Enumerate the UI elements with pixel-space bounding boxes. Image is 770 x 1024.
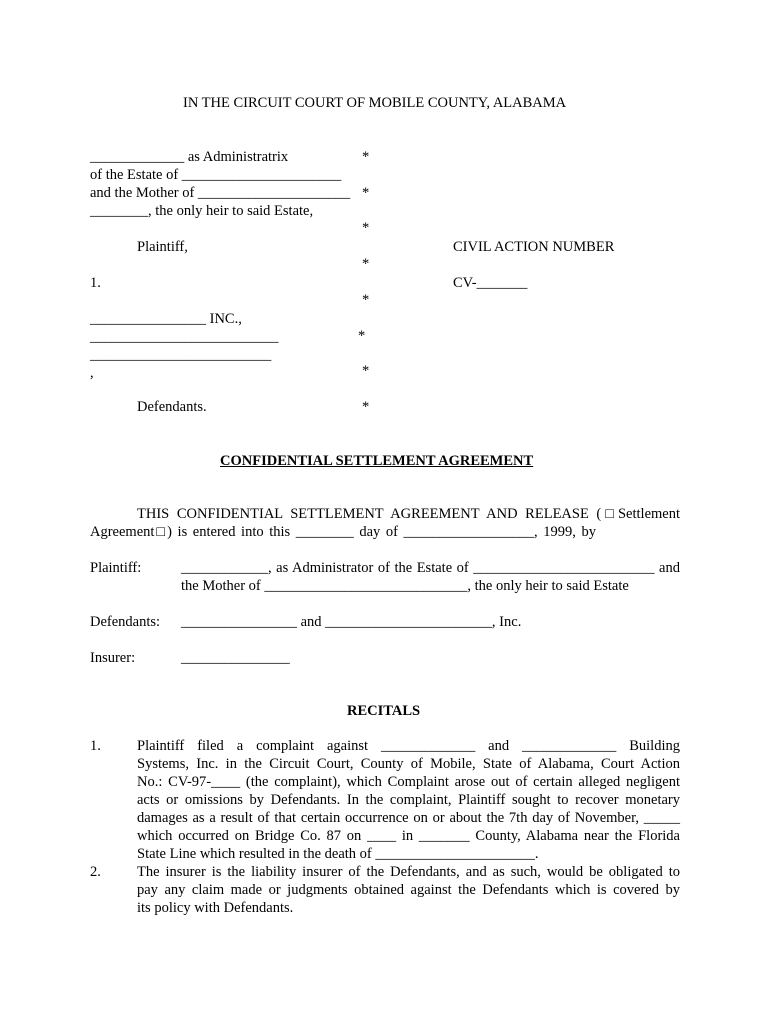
caption-line-blank-1: __________________________ [90,329,279,345]
recitals-heading: RECITALS [347,703,421,719]
caption-line-inc: ________________ INC., [90,311,242,327]
insurer-label: Insurer: [90,650,136,666]
caption-plaintiff-label: Plaintiff, [137,239,188,255]
caption-line-mother: and the Mother of _____________________ [90,185,351,201]
agreement-title: CONFIDENTIAL SETTLEMENT AGREEMENT [220,453,534,469]
recital-1-line: which occurred on Bridge Co. 87 on ____ in _______ County, Alabama near the Florida [137,828,680,844]
caption-defendants-label: Defendants. [137,399,207,415]
intro-line-1: THIS CONFIDENTIAL SETTLEMENT AGREEMENT AND RELEASE (□Settlement [137,506,680,522]
court-header: IN THE CIRCUIT COURT OF MOBILE COUNTY, ALABAMA [183,95,567,111]
caption-line-blank-2: _________________________ [90,347,272,363]
recital-1-line: Plaintiff filed a complaint against _____________ and _____________ Building [137,738,680,754]
caption-star: * [362,149,370,165]
caption-line-heir: ________, the only heir to said Estate, [90,203,314,219]
caption-star: * [362,363,370,379]
caption-star: * [362,220,370,236]
caption-line-estate: of the Estate of ______________________ [90,167,342,183]
defendants-label: Defendants: [90,614,161,630]
civil-action-label: CIVIL ACTION NUMBER [453,239,615,255]
recital-1-line: acts or omissions by Defendants. In the complaint, Plaintiff sought to recover monetary [137,792,680,808]
recital-2-line: its policy with Defendants. [137,900,294,916]
defendants-value: ________________ and _______________________, Inc. [181,614,522,630]
caption-star: * [362,256,370,272]
insurer-value: _______________ [181,650,290,666]
caption-line-comma: , [90,365,94,381]
recital-2-line: pay any claim made or judgments obtained against the Defendants which is covered by [137,882,680,898]
caption-line-administratrix: _____________ as Administratrix [90,149,289,165]
recital-number: 2. [90,864,101,880]
cv-number: CV-_______ [453,275,528,291]
recital-1-line: damages as a result of that certain occurrence on or about the 7th day of November, _____ [137,810,680,826]
caption-versus-number: 1. [90,275,101,291]
caption-star: * [362,185,370,201]
plaintiff-line-1: ____________, as Administrator of the Estate of _________________________ and [181,560,680,576]
plaintiff-line-2: the Mother of ____________________________, the only heir to said Estate [181,578,629,594]
plaintiff-label: Plaintiff: [90,560,142,576]
recital-1-line: Systems, Inc. in the Circuit Court, County of Mobile, State of Alabama, Court Action [137,756,680,772]
caption-star: * [362,399,370,415]
intro-line-2: Agreement□) is entered into this ________ day of __________________, 1999, by [90,524,596,540]
caption-star: * [358,328,366,344]
recital-1-line: State Line which resulted in the death of ______________________. [137,846,539,862]
recital-number: 1. [90,738,101,754]
caption-star: * [362,292,370,308]
recital-2-line: The insurer is the liability insurer of the Defendants, and as such, would be obligated to [137,864,680,880]
recital-1-line: No.: CV-97-____ (the complaint), which Complaint arose out of certain alleged negligent [137,774,680,790]
